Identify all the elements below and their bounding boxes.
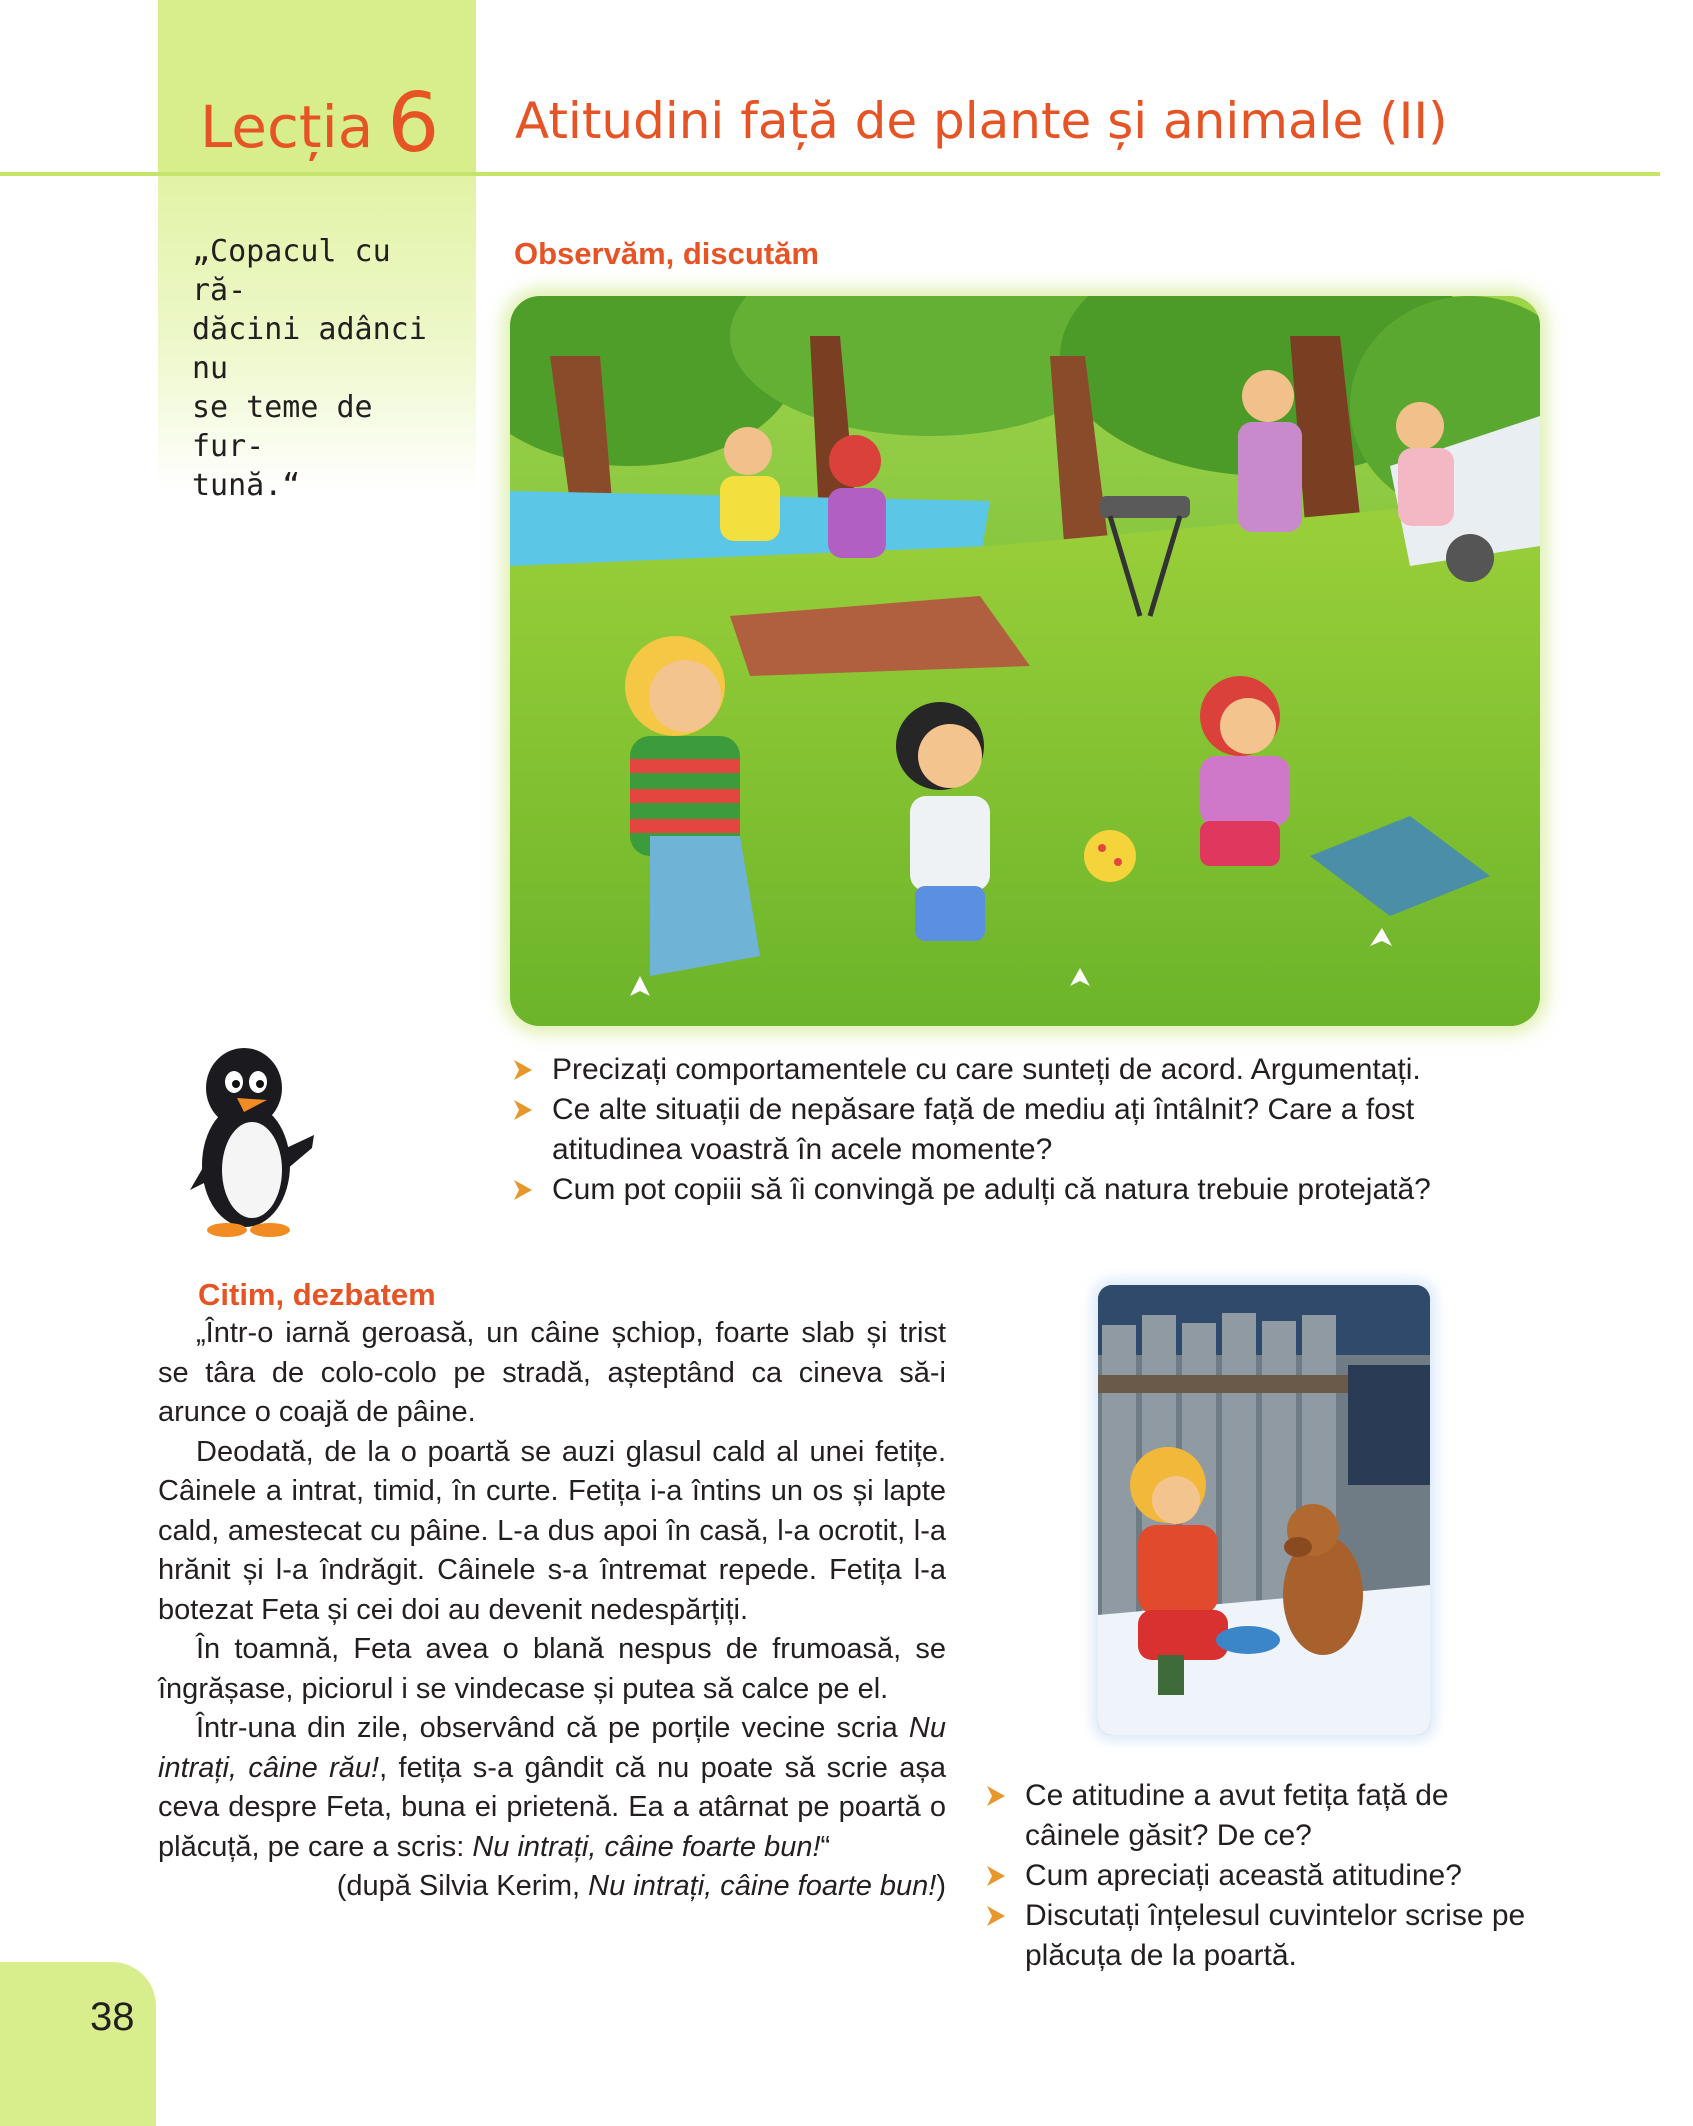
question-item	[985, 1856, 1545, 1896]
chevron-right-icon	[512, 1058, 534, 1082]
story-paragraph: Deodată, de la o poartă se auzi glasul cald al unei fetițe. Câinele a intrat, timid, în curte. Fetița i-a întins un os și lapte cald, amestecat cu pâine. L-a dus apoi în casă, l-a ocrotit, l-a hrănit și l-a îndrăgit. Câinele s-a întremat repede. Fetița l-a botezat Feta și cei doi au devenit nedespărțiți.	[158, 1435, 946, 1626]
question-text: Discutați înțelesul cuvintelor scrise pe plăcuța de la poartă.	[1025, 1899, 1526, 1972]
story-text-segment: Într-una din zile, observând că pe porțile vecine scria	[196, 1712, 909, 1744]
chevron-right-icon	[512, 1098, 534, 1122]
lesson-label	[200, 72, 440, 171]
chevron-right-icon	[985, 1904, 1007, 1928]
question-text: Precizați comportamentele cu care sunteți de acord. Argumentați.	[552, 1053, 1421, 1086]
discussion-questions	[512, 1050, 1542, 1210]
page-number: 38	[90, 1995, 135, 2039]
page-number-tab	[0, 1962, 156, 2126]
section-heading-observe: Observăm, discutăm	[514, 236, 819, 271]
question-item	[512, 1170, 1542, 1210]
question-text: Cum pot copiii să îi convingă pe adulți că natura trebuie protejată?	[552, 1173, 1431, 1206]
source-prefix: (după Silvia Kerim,	[336, 1870, 589, 1902]
lesson-label-text: Lecția	[200, 93, 374, 161]
story-italic-segment: Nu intrați, câine foarte bun!	[472, 1830, 821, 1863]
question-text: Cum apreciați această atitudine?	[1025, 1859, 1462, 1892]
story-text	[158, 1314, 946, 1907]
chevron-right-icon	[985, 1784, 1007, 1808]
story-questions	[985, 1776, 1545, 1976]
question-text: Ce atitudine a avut fetița față de câinele găsit? De ce?	[1025, 1779, 1449, 1852]
story-paragraph: „Într-o iarnă geroasă, un câine șchiop, foarte slab și trist se târa de colo-colo pe stradă, așteptând ca cineva să-i arunce o coajă de pâine.	[158, 1317, 946, 1428]
source-title: Nu intrați, câine foarte bun!	[588, 1870, 937, 1902]
girl-and-dog-illustration	[1098, 1285, 1430, 1735]
question-item	[512, 1050, 1542, 1090]
penguin-mascot-icon	[182, 1040, 322, 1240]
story-text-segment: , fetița s-a gândit că nu poate să scrie așa ceva despre Feta, buna ei prietenă. Ea a atârnat pe poartă o plăcuță, pe care a scris:	[158, 1751, 946, 1863]
story-paragraph: În toamnă, Feta avea o blană nespus de frumoasă, se îngrășase, piciorul i se vindecase și putea să calce pe el.	[158, 1633, 946, 1705]
question-item	[985, 1896, 1545, 1976]
chevron-right-icon	[512, 1178, 534, 1202]
page-title: Atitudini față de plante și animale (II)	[515, 92, 1448, 150]
question-text: Ce alte situații de nepăsare față de mediu ați întâlnit? Care a fost atitudinea voastră în acele momente?	[552, 1093, 1415, 1166]
picnic-illustration	[510, 296, 1540, 1026]
story-text-segment: “	[820, 1830, 831, 1863]
question-item	[512, 1090, 1542, 1170]
source-suffix: )	[936, 1870, 946, 1902]
chevron-right-icon	[985, 1864, 1007, 1888]
story-paragraph	[158, 1709, 946, 1867]
proverb-quote: „Copacul cu ră- dăcini adânci nu se teme de fur- tună.“	[192, 234, 427, 503]
story-source	[158, 1867, 946, 1907]
story-italic-segment: Nu intrați, câine rău!	[158, 1712, 946, 1784]
question-item	[985, 1776, 1545, 1856]
section-heading-read: Citim, dezbatem	[198, 1277, 436, 1312]
lesson-number: 6	[387, 76, 440, 171]
